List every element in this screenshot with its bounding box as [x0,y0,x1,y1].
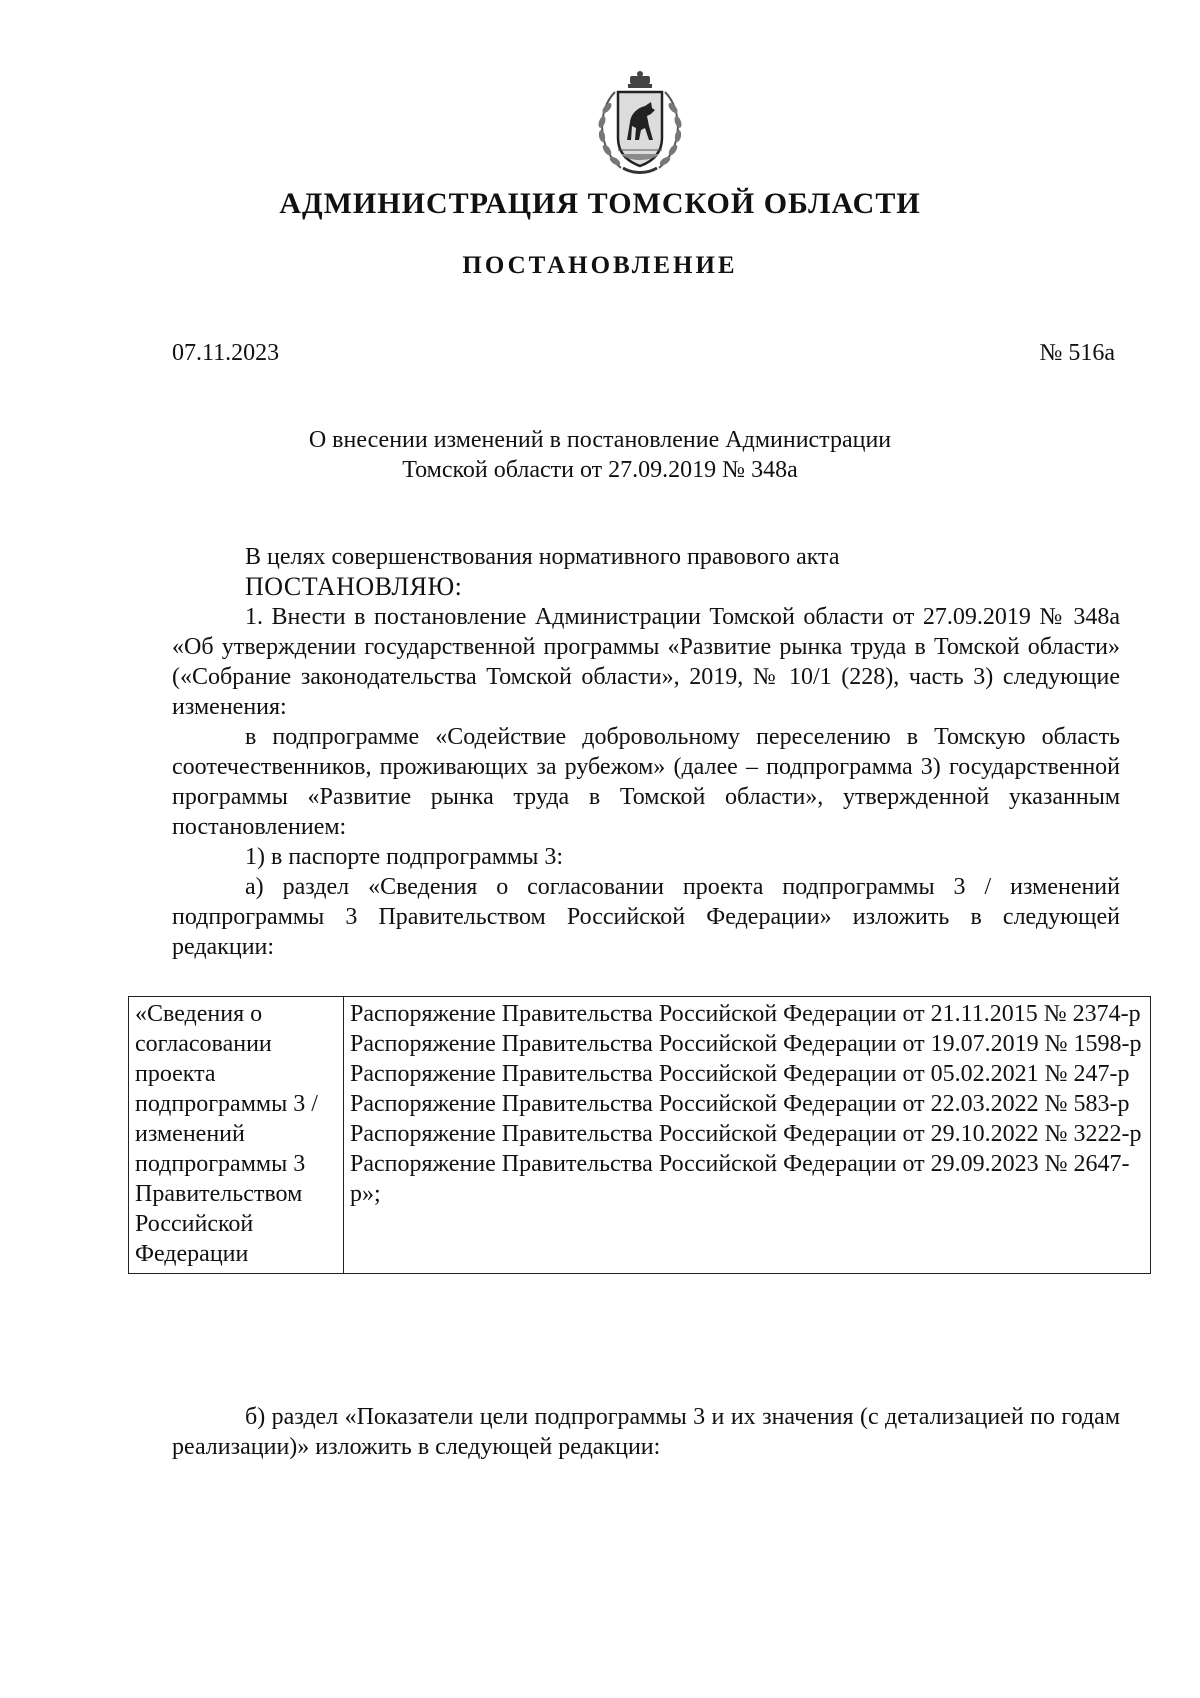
government-order: Распоряжение Правительства Российской Федерации от 22.03.2022 № 583-р [350,1091,1130,1117]
government-order: Распоряжение Правительства Российской Федерации от 21.11.2015 № 2374-р [350,1001,1141,1027]
passport-paragraph: 1) в паспорте подпрограммы 3: [245,844,564,870]
document-number: № 516а [1039,340,1115,366]
subject-line-1: О внесении изменений в постановление Администрации [308,427,892,453]
subprogram-paragraph: в подпрограмме «Содействие добровольному переселению в Томскую область соотечественников, проживающих за рубежом» (далее – подпрограмма 3) государственной программы «Развитие рынка труда в Томской области», утвержденной указанным постановлением: [172,724,1120,840]
table-row [129,997,1151,1274]
decree-word: ПОСТАНОВЛЯЮ: [245,572,463,601]
subject-line-2: Томской области от 27.09.2019 № 348а [402,457,798,483]
part-b-paragraph: б) раздел «Показатели цели подпрограммы 3 и их значения (с детализацией по годам реализации)» изложить в следующей редакции: [172,1404,1120,1460]
part-a-paragraph: а) раздел «Сведения о согласовании проекта подпрограммы 3 / изменений подпрограммы 3 Правительством Российской Федерации» изложить в следующей редакции: [172,874,1120,960]
government-order: Распоряжение Правительства Российской Федерации от 29.09.2023 № 2647-р»; [350,1151,1130,1207]
document-body [172,542,1120,962]
document-date: 07.11.2023 [172,340,280,366]
item-1-paragraph: 1. Внести в постановление Администрации Томской области от 27.09.2019 № 348а «Об утверждении государственной программы «Развитие рынка труда в Томской области» («Собрание законодательства Томской области», 2019, № 10/1 (228), часть 3) следующие изменения: [172,604,1120,720]
organization-title: АДМИНИСТРАЦИЯ ТОМСКОЙ ОБЛАСТИ [279,187,921,220]
table-label-cell: «Сведения о согласовании проекта подпрограммы 3 / изменений подпрограммы 3 Правительством Российской Федерации [129,997,344,1274]
table-orders-cell [344,997,1151,1274]
government-order: Распоряжение Правительства Российской Федерации от 05.02.2021 № 247-р [350,1061,1130,1087]
approval-table [128,996,1151,1274]
purpose-paragraph: В целях совершенствования нормативного правового акта [245,544,840,570]
government-order: Распоряжение Правительства Российской Федерации от 29.10.2022 № 3222-р [350,1121,1142,1147]
tomsk-region-coat-of-arms-icon [585,70,695,180]
document-type: ПОСТАНОВЛЕНИЕ [462,252,738,279]
document-subject [0,425,1200,485]
government-order: Распоряжение Правительства Российской Федерации от 19.07.2019 № 1598-р [350,1031,1142,1057]
